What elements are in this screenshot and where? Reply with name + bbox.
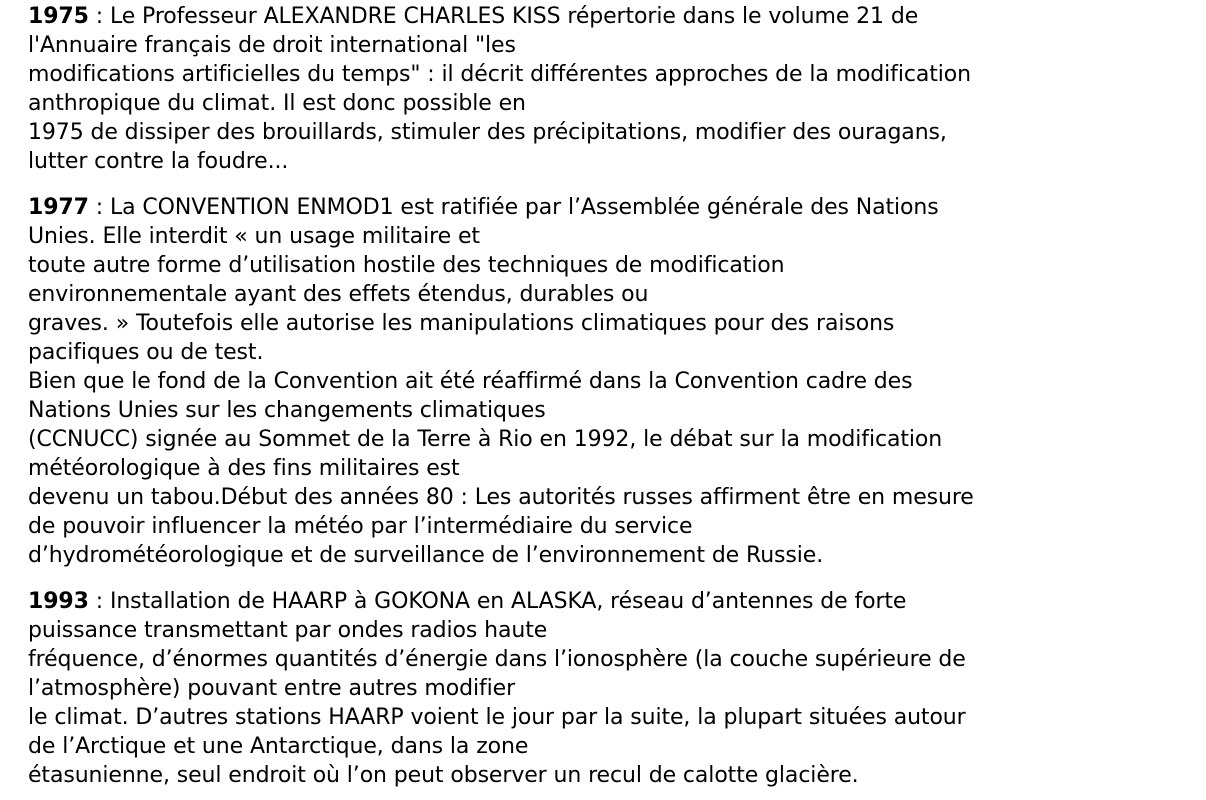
entry-line: Unies. Elle interdit « un usage militaire et: [28, 224, 480, 249]
entry-line: l'Annuaire français de droit international "les: [28, 33, 516, 58]
entry-line: de pouvoir influencer la météo par l’intermédiaire du service: [28, 514, 693, 539]
entry-line: devenu un tabou.Début des années 80 : Les autorités russes affirment être en mesure: [28, 485, 974, 510]
entry-line: 1975 de dissiper des brouillards, stimuler des précipitations, modifier des ouragans,: [28, 120, 947, 145]
entry-line: fréquence, d’énormes quantités d’énergie dans l’ionosphère (la couche supérieure de: [28, 647, 966, 672]
entry-line: modifications artificielles du temps" : il décrit différentes approches de la modification: [28, 62, 971, 87]
entry-line: (CCNUCC) signée au Sommet de la Terre à Rio en 1992, le débat sur la modification: [28, 427, 943, 452]
entry-line: pacifiques ou de test.: [28, 340, 264, 365]
entry-line: [28, 193, 1198, 222]
entry-line: étasunienne, seul endroit où l’on peut observer un recul de calotte glacière.: [28, 763, 859, 788]
entry-line: environnementale ayant des effets étendus, durables ou: [28, 282, 649, 307]
entry-year: 1993: [28, 589, 89, 614]
entry-line: Bien que le fond de la Convention ait été réaffirmé dans la Convention cadre des: [28, 369, 913, 394]
entry-line: [28, 2, 1198, 31]
timeline-entry-1977: [28, 193, 1198, 570]
entry-text: : La CONVENTION ENMOD1 est ratifiée par l’Assemblée générale des Nations: [88, 195, 939, 220]
entry-line: anthropique du climat. Il est donc possible en: [28, 91, 526, 116]
entry-text: : Installation de HAARP à GOKONA en ALASKA, réseau d’antennes de forte: [88, 589, 907, 614]
entry-line: l’atmosphère) pouvant entre autres modifier: [28, 676, 516, 701]
entry-line: [28, 587, 1198, 616]
timeline-entry-1993: [28, 587, 1198, 790]
entry-line: Nations Unies sur les changements climatiques: [28, 398, 546, 423]
entry-line: d’hydrométéorologique et de surveillance de l’environnement de Russie.: [28, 543, 824, 568]
entry-year: 1975: [28, 4, 89, 29]
entry-line: puissance transmettant par ondes radios haute: [28, 618, 548, 643]
entry-line: de l’Arctique et une Antarctique, dans la zone: [28, 734, 529, 759]
entry-line: le climat. D’autres stations HAARP voient le jour par la suite, la plupart situées autour: [28, 705, 966, 730]
entry-year: 1977: [28, 195, 89, 220]
entry-line: toute autre forme d’utilisation hostile des techniques de modification: [28, 253, 785, 278]
entry-text: : Le Professeur ALEXANDRE CHARLES KISS répertorie dans le volume 21 de: [88, 4, 919, 29]
entry-line: graves. » Toutefois elle autorise les manipulations climatiques pour des raisons: [28, 311, 895, 336]
entry-line: météorologique à des fins militaires est: [28, 456, 460, 481]
timeline-entry-1975: [28, 2, 1198, 176]
entry-line: lutter contre la foudre...: [28, 149, 289, 174]
